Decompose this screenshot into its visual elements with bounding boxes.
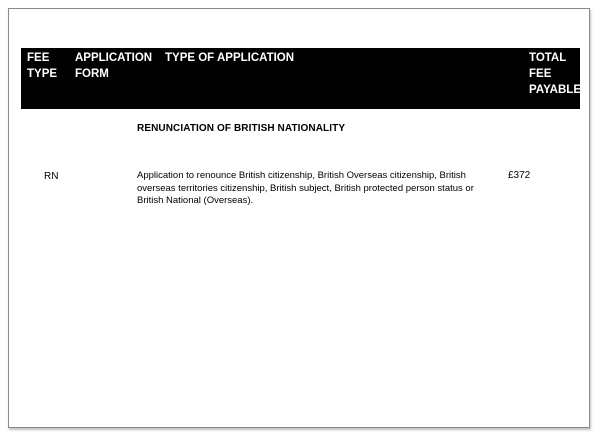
header-total-fee: TOTAL FEE PAYABLE: [529, 52, 581, 96]
section-title: RENUNCIATION OF BRITISH NATIONALITY: [137, 123, 346, 134]
header-fee-type: FEE TYPE: [27, 52, 58, 80]
row-total-fee: £372: [508, 170, 531, 181]
table-header: [21, 48, 580, 109]
row-description: Application to renounce British citizenship, British Overseas citizenship, British overseas territories citizenship, British subject, British protected person status or British National (Overseas).: [137, 170, 474, 206]
header-type-of-application: TYPE OF APPLICATION: [165, 52, 295, 64]
header-application-form: APPLICATION FORM: [75, 52, 153, 80]
row-fee-type: RN: [44, 171, 59, 182]
